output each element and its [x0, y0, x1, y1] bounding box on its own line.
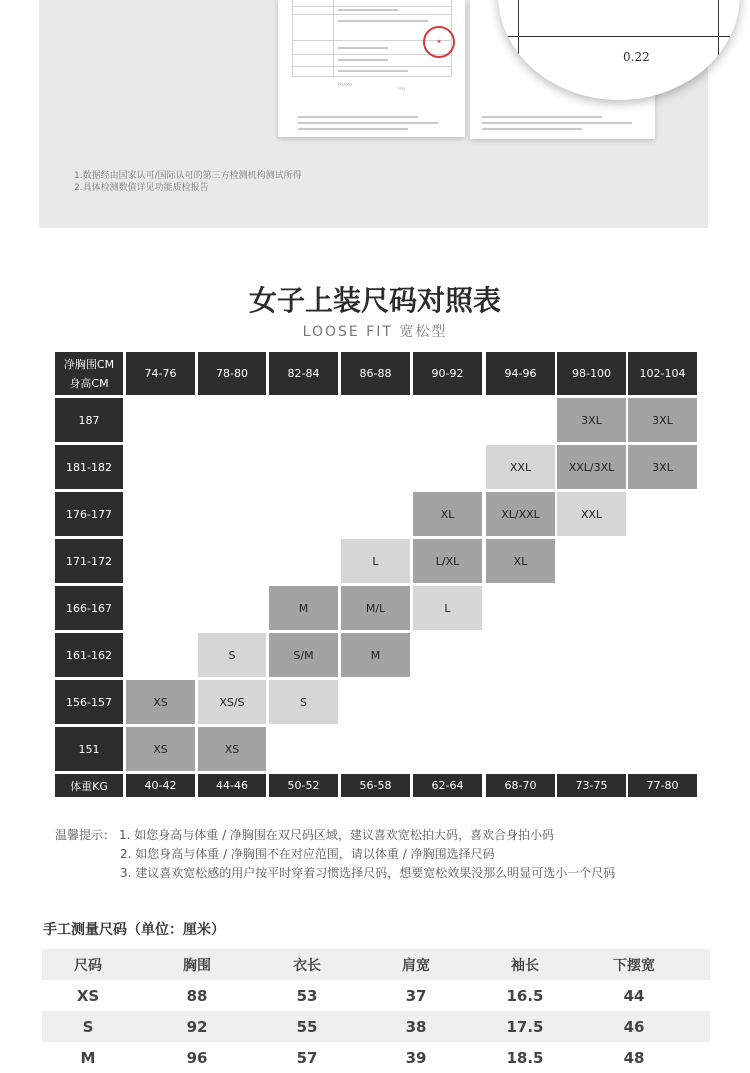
measurement-column-header: 肩宽: [402, 957, 430, 974]
weight-column-header: 40-42: [126, 774, 195, 797]
chest-column-header: 82-84: [269, 352, 338, 395]
report-footer-line: [298, 116, 418, 118]
report-rule: [292, 66, 451, 67]
size-cell: XS: [126, 727, 195, 771]
report-note-2: 2.具体检测数值详见功能质检报告: [74, 183, 209, 193]
report-text-line: [338, 59, 388, 61]
measurement-column-header: 衣长: [293, 957, 321, 974]
tip-3: 3. 建议喜欢宽松感的用户按平时穿着习惯选择尺码，想要宽松效果没那么明显可选小一个尺码: [120, 866, 616, 880]
measurement-column-header: 尺码: [74, 957, 102, 974]
report-footer-line: [482, 128, 582, 130]
measurement-cell: 57: [296, 1048, 318, 1067]
chest-column-header: 94-96: [486, 352, 555, 395]
measurement-column-header: 下摆宽: [613, 957, 655, 974]
measurement-cell: 37: [405, 986, 427, 1005]
measurement-cell: XS: [76, 986, 100, 1005]
size-cell: XXL: [557, 492, 626, 536]
chest-column-header: 74-76: [126, 352, 195, 395]
weight-column-header: 44-46: [198, 774, 266, 797]
chest-column-header: 78-80: [198, 352, 266, 395]
measurement-cell: 16.5: [506, 986, 544, 1005]
size-cell: XS: [198, 727, 266, 771]
report-panel: [39, 0, 708, 228]
report-rule: [292, 6, 451, 7]
report-rule: [292, 14, 451, 15]
measurement-column-header: 胸围: [183, 957, 211, 974]
chest-column-header: 98-100: [557, 352, 626, 395]
size-cell: 3XL: [557, 398, 626, 442]
size-cell: XS: [126, 680, 195, 724]
weight-column-header: 62-64: [413, 774, 482, 797]
measurement-cell: 55: [296, 1017, 318, 1036]
measurement-cell: 96: [186, 1048, 208, 1067]
measurement-title: 手工测量尺码（单位：厘米）: [43, 922, 225, 938]
size-cell: M: [341, 633, 410, 677]
magnified-value: 0.22: [623, 50, 650, 64]
height-row-header: 176-177: [55, 492, 123, 536]
measurement-cell: 88: [186, 986, 208, 1005]
size-cell: S: [198, 633, 266, 677]
red-seal-stamp: ✶: [423, 26, 455, 58]
height-row-header: 171-172: [55, 539, 123, 583]
tip-1: 1. 如您身高与体重 / 净胸围在双尺码区域，建议喜欢宽松拍大码，喜欢合身拍小码: [119, 828, 554, 842]
measurement-column-header: 袖长: [511, 957, 539, 974]
measurement-cell: 18.5: [506, 1048, 544, 1067]
magnified-rule: [498, 36, 740, 37]
grid-corner-header: [55, 352, 123, 395]
report-text-line: [338, 47, 388, 49]
weight-axis-label: 体重KG: [55, 774, 123, 797]
magnified-rule: [518, 0, 519, 100]
size-chart-title: 女子上装尺码对照表: [248, 284, 501, 317]
size-cell: M: [269, 586, 338, 630]
weight-column-header: 73-75: [557, 774, 626, 797]
height-axis-label: 身高CM: [69, 376, 109, 390]
size-cell: XXL/3XL: [557, 445, 626, 489]
height-row-header: 161-162: [55, 633, 123, 677]
chest-column-header: 90-92: [413, 352, 482, 395]
size-cell: XXL: [486, 445, 555, 489]
measurement-header-row: [42, 949, 710, 980]
size-cell: XL: [486, 539, 555, 583]
measurement-cell: 39: [405, 1048, 427, 1067]
measurement-cell: 92: [186, 1017, 208, 1036]
chest-axis-label: 净胸围CM: [63, 357, 115, 371]
size-cell: L: [413, 586, 482, 630]
height-row-header: 156-157: [55, 680, 123, 724]
report-text-line: [338, 9, 398, 11]
report-footer-line: [298, 122, 438, 124]
report-text-line: [338, 70, 408, 72]
report-text-line: [338, 20, 428, 22]
report-footer-line: [482, 122, 632, 124]
height-row-header: 166-167: [55, 586, 123, 630]
size-cell: L/XL: [413, 539, 482, 583]
measurement-row: [42, 1011, 710, 1042]
signature: 〰: [398, 85, 405, 93]
weight-column-header: 56-58: [341, 774, 410, 797]
size-cell: 3XL: [628, 398, 697, 442]
tips-label: 温馨提示：: [55, 828, 116, 842]
measurement-cell: 46: [623, 1017, 645, 1036]
report-rule: [333, 0, 334, 76]
height-row-header: 151: [55, 727, 123, 771]
size-cell: 3XL: [628, 445, 697, 489]
measurement-cell: 38: [405, 1017, 427, 1036]
chest-column-header: 86-88: [341, 352, 410, 395]
size-cell: XL/XXL: [486, 492, 555, 536]
weight-column-header: 68-70: [486, 774, 555, 797]
measurement-row: [42, 980, 710, 1011]
height-row-header: 187: [55, 398, 123, 442]
size-cell: M/L: [341, 586, 410, 630]
size-chart-subtitle: LOOSE FIT 宽松型: [302, 324, 448, 340]
signature: 〰〰: [338, 81, 352, 89]
measurement-cell: M: [80, 1048, 96, 1067]
report-rule: [292, 54, 451, 55]
size-cell: XS/S: [198, 680, 266, 724]
report-rule: [292, 0, 293, 76]
test-report-page-1: [278, 0, 465, 137]
size-cell: L: [341, 539, 410, 583]
measurement-cell: 17.5: [506, 1017, 544, 1036]
chest-column-header: 102-104: [628, 352, 697, 395]
report-footer-line: [298, 128, 408, 130]
measurement-row: [42, 1042, 710, 1073]
size-cell: XL: [413, 492, 482, 536]
report-note-1: 1.数据经由国家认可/国际认可的第三方检测机构测试所得: [74, 171, 302, 181]
magnified-rule: [718, 0, 719, 100]
size-cell: S: [269, 680, 338, 724]
report-rule: [292, 76, 451, 77]
measurement-cell: 48: [623, 1048, 645, 1067]
height-row-header: 181-182: [55, 445, 123, 489]
tip-2: 2. 如您身高与体重 / 净胸围不在对应范围，请以体重 / 净胸围选择尺码: [120, 847, 495, 861]
weight-column-header: 77-80: [628, 774, 697, 797]
size-cell: S/M: [269, 633, 338, 677]
measurement-cell: 44: [623, 986, 645, 1005]
weight-column-header: 50-52: [269, 774, 338, 797]
measurement-cell: S: [82, 1017, 94, 1036]
report-footer-line: [482, 116, 602, 118]
measurement-cell: 53: [296, 986, 318, 1005]
